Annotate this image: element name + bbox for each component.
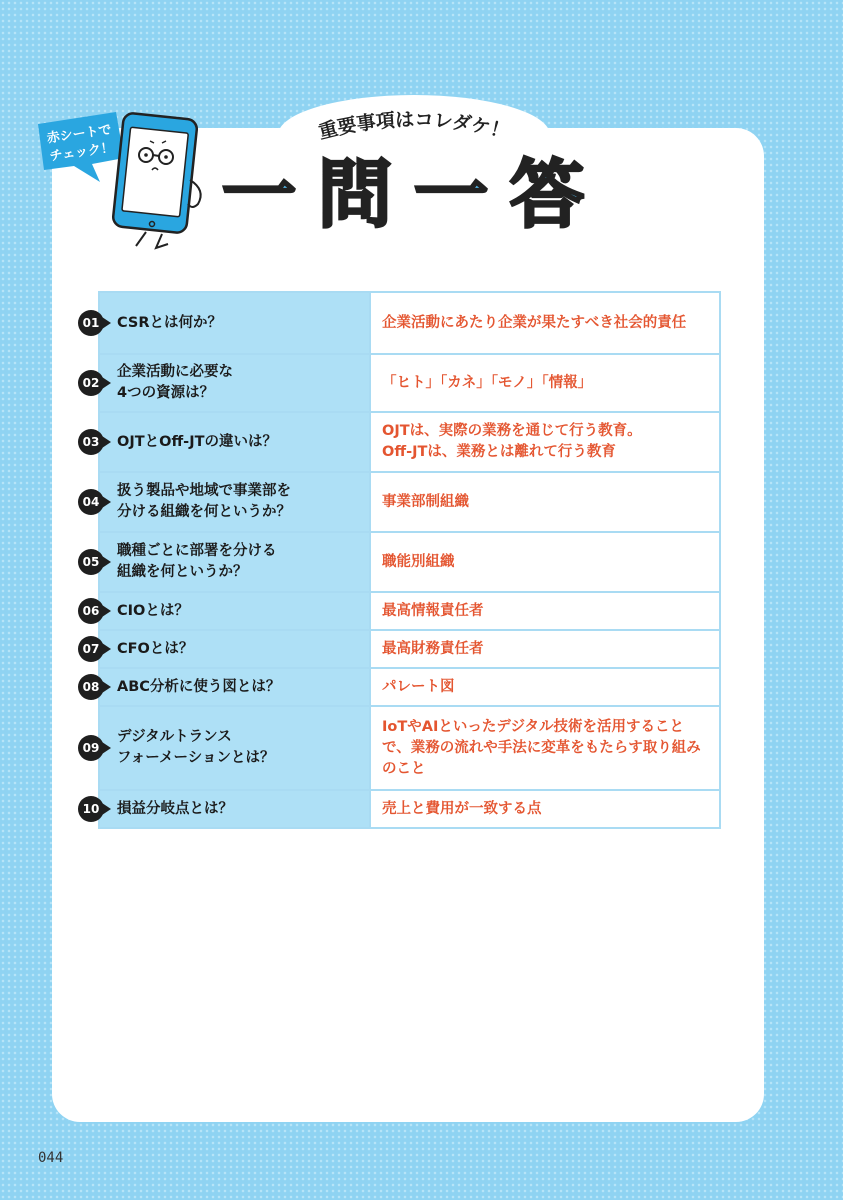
answer-cell [370, 412, 720, 472]
answer-cell [370, 354, 720, 412]
question-text: OJTとOff-JTの違いは？ [117, 433, 277, 450]
question-text: CIOとは？ [117, 602, 189, 619]
qa-row [99, 790, 720, 828]
tagline [296, 104, 532, 144]
number-text: 01 [82, 316, 100, 330]
answer-text: 売上と費用が一致する点 [382, 800, 542, 817]
number-badge [78, 370, 112, 396]
answer-cell [370, 706, 720, 790]
question-cell [82, 354, 370, 412]
qa-row [99, 706, 720, 790]
answer-text: 事業部制組織 [382, 493, 469, 510]
number-badge [78, 796, 112, 822]
question-text: デジタルトランス フォーメーションとは？ [117, 729, 275, 766]
tagline-text: 重要事項はコレダケ！ [316, 108, 512, 144]
number-badge [78, 549, 112, 575]
bubble-line-2: チェック！ [48, 140, 115, 165]
qa-row [99, 630, 720, 668]
page-title: 一問一答 [222, 152, 606, 238]
answer-text: IoTやAIといったデジタル技術を活用することで、業務の流れや手法に変革をもたらす取り組みのこと [382, 718, 701, 777]
qa-row [99, 592, 720, 630]
answer-cell [370, 630, 720, 668]
question-cell [82, 630, 370, 668]
answer-text: OJTは、実際の業務を通じて行う教育。 Off-JTは、業務とは離れて行う教育 [382, 423, 642, 460]
smartphone-mascot-icon [106, 108, 216, 250]
svg-text:重要事項はコレダケ！ [316, 109, 511, 144]
number-text: 03 [82, 435, 100, 449]
qa-row [99, 412, 720, 472]
page-number: 044 [38, 1150, 64, 1166]
question-text: 企業活動に必要な 4つの資源は？ [117, 364, 233, 401]
qa-row [99, 472, 720, 532]
number-text: 04 [82, 495, 100, 509]
answer-text: パレート図 [382, 678, 455, 695]
question-cell [82, 592, 370, 630]
answer-text: 「ヒト」「カネ」「モノ」「情報」 [382, 374, 593, 391]
number-text: 10 [82, 802, 100, 816]
answer-cell [370, 668, 720, 706]
question-cell [82, 790, 370, 828]
answer-cell [370, 472, 720, 532]
number-text: 05 [82, 555, 100, 569]
question-text: CSRとは何か？ [117, 314, 223, 331]
question-cell [82, 292, 370, 354]
qa-table [82, 291, 721, 829]
answer-cell [370, 292, 720, 354]
number-badge [78, 735, 112, 761]
question-cell [82, 472, 370, 532]
number-text: 09 [82, 741, 100, 755]
number-text: 08 [82, 680, 100, 694]
number-badge [78, 310, 112, 336]
number-text: 06 [82, 604, 100, 618]
qa-row [99, 668, 720, 706]
question-text: CFOとは？ [117, 640, 194, 657]
qa-row [99, 354, 720, 412]
number-badge [78, 598, 112, 624]
answer-text: 最高財務責任者 [382, 640, 484, 657]
answer-text: 企業活動にあたり企業が果たすべき社会的責任 [382, 314, 687, 331]
question-text: 扱う製品や地域で事業部を 分ける組織を何というか？ [117, 483, 291, 520]
question-cell [82, 668, 370, 706]
qa-row [99, 292, 720, 354]
number-badge [78, 489, 112, 515]
answer-cell [370, 592, 720, 630]
number-text: 07 [82, 642, 100, 656]
bubble-line-1: 赤シートで [45, 122, 113, 147]
answer-cell [370, 790, 720, 828]
number-badge [78, 429, 112, 455]
question-text: ABC分析に使う図とは？ [117, 678, 281, 695]
question-cell [82, 706, 370, 790]
answer-cell [370, 532, 720, 592]
question-cell [82, 412, 370, 472]
number-badge [78, 674, 112, 700]
answer-text: 最高情報責任者 [382, 602, 484, 619]
answer-text: 職能別組織 [382, 553, 455, 570]
number-badge [78, 636, 112, 662]
question-cell [82, 532, 370, 592]
question-text: 損益分岐点とは？ [117, 800, 233, 817]
qa-row [99, 532, 720, 592]
number-text: 02 [82, 376, 100, 390]
question-text: 職種ごとに部署を分ける 組織を何というか？ [117, 543, 277, 580]
